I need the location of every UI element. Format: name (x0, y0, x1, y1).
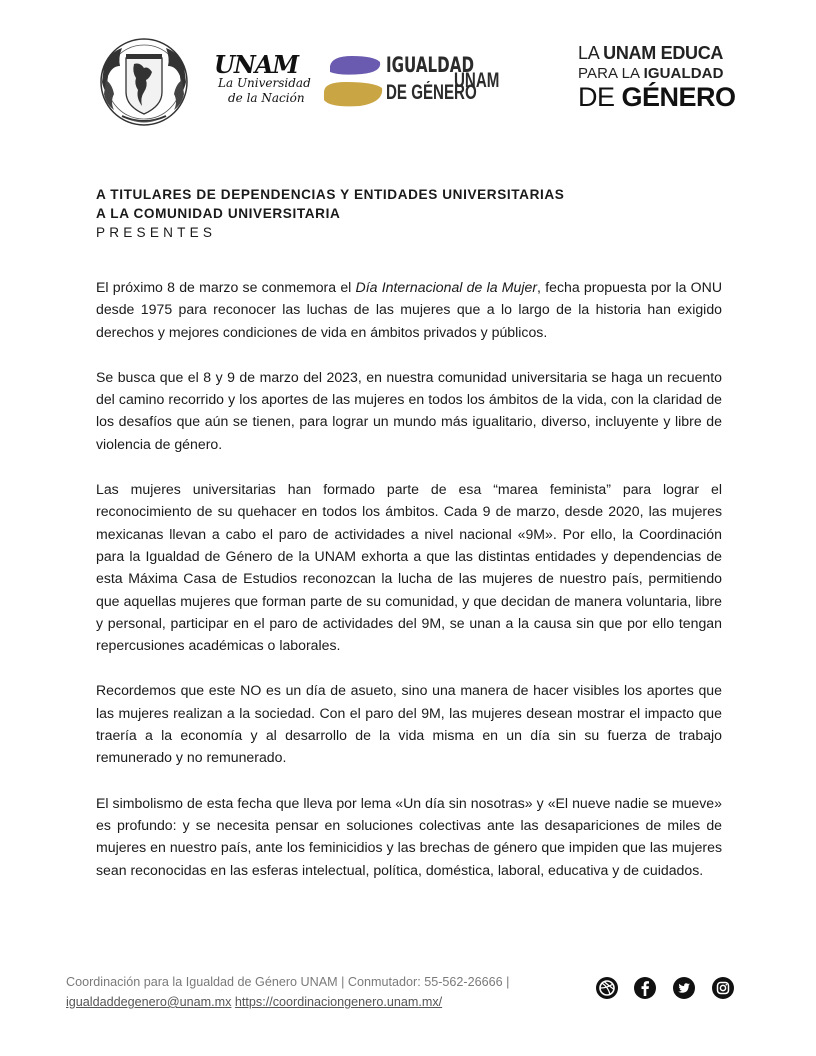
igualdad-line2: DE GÉNERO (386, 81, 477, 104)
instagram-icon[interactable] (711, 976, 735, 1000)
footer-line2 (66, 992, 566, 1012)
unam-educa-logo (578, 43, 736, 112)
paragraph-1: El próximo 8 de marzo se conmemora el Día Internacional de la Mujer, fecha propuesta por la ONU desde 1975 para reconocer las luchas de las mujeres que a lo largo de la historia han exigido derechos y mejores condiciones de vida en ámbitos privados y públicos. (96, 279, 722, 340)
social-icons (595, 976, 745, 1002)
addressee-presentes: PRESENTES (96, 225, 217, 240)
paragraph-5: El simbolismo de esta fecha que lleva por lema «Un día sin nosotras» y «El nueve nadie se mueve» es profundo: y se necesita pensar en soluciones colectivas ante las desapariciones de miles de mujeres en nuestro país, ante los feminicidios y las brechas de género que impiden que las mujeres sean reconocidas en las esferas intelectual, política, doméstica, laboral, educativa y de cuidados. (96, 794, 722, 878)
educa-line1: LA UNAM EDUCA (578, 43, 724, 63)
paragraph-4: Recordemos que este NO es un día de asueto, sino una manera de hacer visibles los aportes que las mujeres realizan a la sociedad. Con el paro del 9M, las mujeres desean mostrar el impacto que traería a la economía y al desarrollo de la vida misma en un día sin su fuerza de trabajo remunerado y no remunerado. (96, 682, 722, 766)
addressee-line2: A LA COMUNIDAD UNIVERSITARIA (96, 206, 341, 221)
unam-escudo-logo (96, 36, 192, 128)
educa-line2: PARA LA IGUALDAD (578, 65, 724, 82)
facebook-icon[interactable] (633, 976, 657, 1000)
igualdad-unam: UNAM (454, 69, 500, 92)
unam-escudo-icon (96, 36, 192, 128)
footer-line1: Coordinación para la Igualdad de Género UNAM | Conmutador: 55-562-26666 | (66, 975, 510, 989)
dribbble-icon[interactable] (595, 976, 619, 1000)
paragraph-2: Se busca que el 8 y 9 de marzo del 2023, en nuestra comunidad universitaria se haga un recuento del camino recorrido y los aportes de las mujeres en todos los ámbitos de la vida, con la claridad de los desafíos que aún se tienen, para lograr un mundo más igualitario, diverso, incluyente y libre de violencia de género. (96, 368, 722, 452)
footer-email-link[interactable]: igualdaddegenero@unam.mx (66, 995, 232, 1009)
footer-website-link[interactable]: https://coordinaciongenero.unam.mx/ (234, 995, 443, 1009)
footer-contact (66, 972, 566, 1012)
educa-line3: DE GÉNERO (578, 82, 736, 112)
unam-tagline-line1: La Universidad (218, 76, 311, 90)
addressee-line1: A TITULARES DE DEPENDENCIAS Y ENTIDADES UNIVERSITARIAS (96, 187, 565, 202)
paragraph-3: Las mujeres universitarias han formado parte de esa “marea feminista” para lograr el reconocimiento de su quehacer en todos los ámbitos. Cada 9 de marzo, desde 2020, las mujeres mexicanas llevan a cabo el paro de actividades a nivel nacional «9M». Por ello, la Coordinación para la Igualdad de Género de la UNAM exhorta a que las distintas entidades y dependencias de esta Máxima Casa de Estudios reconozcan la lucha de las mujeres de nuestro país, permitiendo que aquellas mujeres que forman parte de su comunidad, y que decidan de manera voluntaria, libre y personal, participar en el paro de actividades del 9M, se unan a la causa sin que por ello tengan repercusiones académicas o laborales. (96, 481, 722, 654)
addressee-block (96, 185, 736, 242)
igualdad-genero-logo (322, 52, 502, 112)
letter-body (96, 276, 722, 904)
unam-universidad-logo (212, 50, 311, 112)
igualdad-shapes-icon (322, 52, 384, 112)
igualdad-line1: IGUALDAD (386, 53, 474, 77)
twitter-icon[interactable] (672, 976, 696, 1000)
unam-wordmark: UNAM (214, 50, 299, 79)
unam-tagline-line2: de la Nación (228, 91, 305, 105)
dia-internacional-emphasis: Día Internacional de la Mujer (355, 279, 538, 295)
